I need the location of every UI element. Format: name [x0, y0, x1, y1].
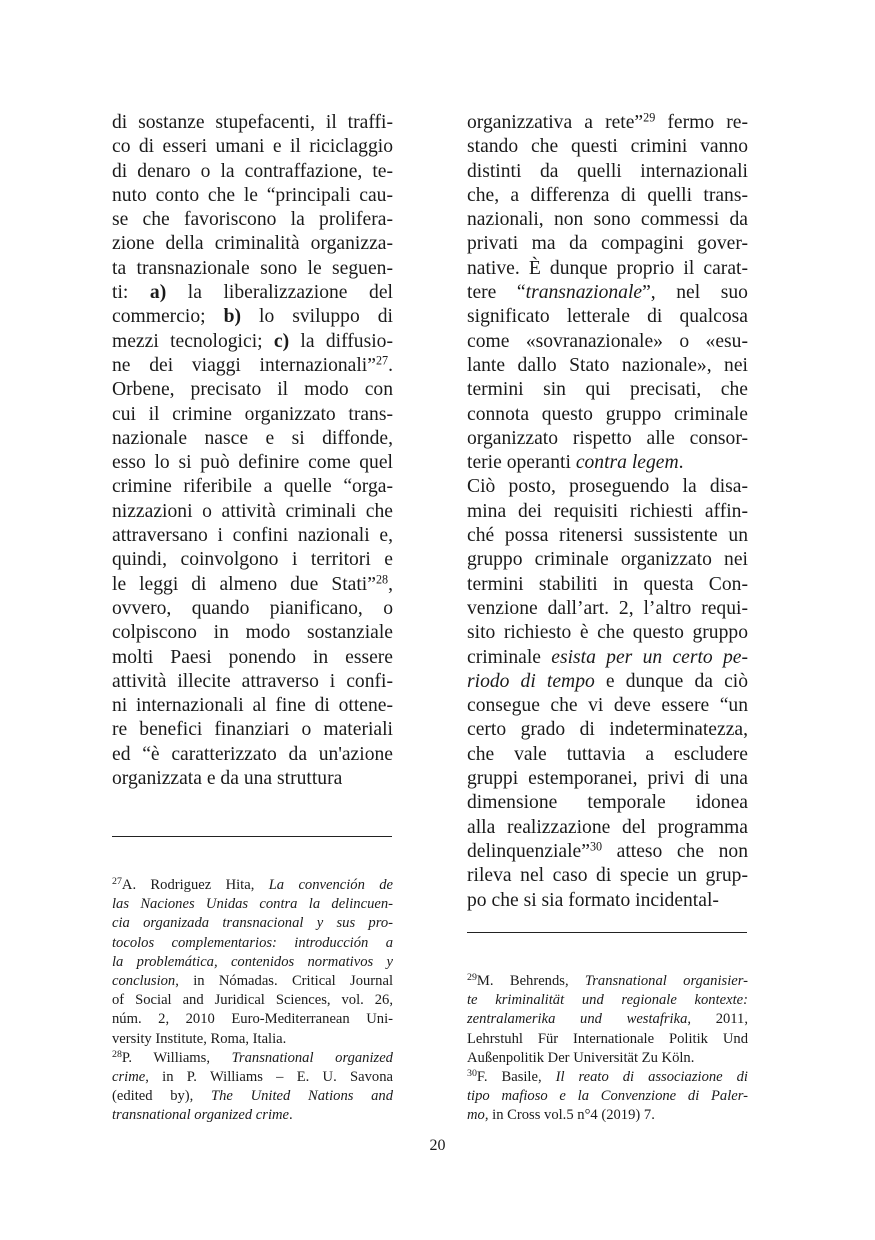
text-line: quindi, coinvolgono i territori e	[112, 549, 393, 571]
text-line: ché possa ritenersi sussistente un	[467, 525, 748, 547]
footnote-line: $^{29}$M. Behrends, Transnational organisier-	[467, 972, 748, 989]
text-line: cui il crimine organizzato trans-	[112, 403, 393, 425]
footnote-line: las Naciones Unidas contra la delincuen-	[112, 896, 393, 913]
text-line: alla realizzazione del programma	[467, 816, 748, 838]
text-line: ovvero, quando pianificano, o	[112, 597, 393, 619]
text-line: dimensione temporale idonea	[467, 792, 748, 814]
text-line: native. È dunque proprio il carat-	[467, 257, 748, 279]
text-line: attraversano i confini nazionali e,	[112, 525, 393, 547]
text-line: Orbene, precisato il modo con	[112, 379, 393, 401]
text-line: lante dallo Stato nazionale», nei	[467, 354, 748, 376]
text-line: re benefici finanziari o materiali	[112, 719, 393, 741]
footnote-line: $^{30}$F. Basile, Il reato di associazione di	[467, 1067, 748, 1085]
footnote-line: transnational organized crime.	[112, 1107, 293, 1124]
footnote-line: conclusion, in Nómadas. Critical Journal	[112, 972, 393, 989]
text-line: co di esseri umani e il riciclaggio	[112, 136, 393, 158]
text-line: che, a differenza di quelli trans-	[467, 184, 748, 206]
footnote-line: tocolos complementarios: introducción a	[112, 934, 393, 951]
text-line: riodo di tempo e dunque da ciò	[467, 670, 749, 692]
text-line: nuto conto che le “principali cau-	[112, 184, 393, 206]
text-line: mina dei requisiti richiesti affin-	[467, 500, 748, 522]
text-line: crimine riferibile a quelle “orga-	[112, 476, 393, 498]
text-line: ni internazionali al fine di ottene-	[112, 695, 393, 717]
text-line: criminale esista per un certo pe-	[467, 646, 748, 668]
text-line: venzione dall’art. 2, l’altro requi-	[467, 597, 748, 619]
left-column-footnotes	[112, 876, 393, 1125]
text-line: ed “è caratterizzato da un'azione	[112, 743, 393, 765]
text-line: Ciò posto, proseguendo la disa-	[467, 476, 748, 498]
text-line: le leggi di almeno due Stati”$^{28}$,	[112, 571, 393, 595]
text-line: attività illecite attraverso i confi-	[112, 670, 393, 692]
footnote-line: te kriminalität und regionale kontexte:	[467, 992, 748, 1009]
text-line: consegue che vi deve essere “un	[467, 695, 748, 717]
text-line: delinquenziale”$^{30}$ atteso che non	[467, 839, 748, 862]
footnote-line: núm. 2, 2010 Euro-Mediterranean Uni-	[112, 1011, 393, 1028]
footnote-line: crime, in P. Williams – E. U. Savona	[112, 1068, 393, 1085]
text-line: certo grado di indeterminatezza,	[467, 719, 748, 741]
text-line: nazionali, non sono commessi da	[467, 209, 748, 231]
text-line: organizzata e da una struttura	[112, 768, 343, 790]
text-line: sito richiesto è che questo gruppo	[467, 622, 748, 644]
footnote-ref: 30	[467, 1067, 477, 1079]
text-line: organizzato rispetto alle consor-	[467, 427, 748, 449]
text-line: nazionale nasce e si diffonde,	[112, 427, 393, 449]
text-line: di denaro o la contraffazione, te-	[112, 160, 393, 182]
footnote-line: zentralamerika und westafrika, 2011,	[467, 1011, 748, 1028]
footnote-line: of Social and Juridical Sciences, vol. 26,	[112, 992, 393, 1009]
text-line: organizzativa a rete”$^{29}$ fermo re-	[467, 110, 748, 133]
text-line: zione della criminalità organizza-	[112, 233, 393, 255]
text-line: gruppi estemporanei, privi di una	[467, 768, 748, 790]
footnote-ref: 28	[112, 1048, 122, 1060]
text-line: gruppo criminale organizzato nei	[467, 549, 748, 571]
text-line: po che si sia formato incidental-	[467, 889, 719, 911]
footnote-line: Außenpolitik Der Universität Zu Köln.	[467, 1049, 695, 1066]
text-line: che vale tuttavia a escludere	[467, 743, 748, 765]
text-line: mezzi tecnologici; c) la diffusio-	[112, 330, 393, 352]
text-line: termini sin qui precisati, che	[467, 379, 748, 401]
text-line: di sostanze stupefacenti, il traffi-	[112, 112, 393, 133]
footnote-line: $^{27}$A. Rodriguez Hita, La convención de	[112, 876, 394, 893]
footnote-ref: 27	[112, 876, 122, 888]
text-line: termini stabiliti in questa Con-	[467, 573, 748, 595]
text-line: come «sovranazionale» o «esu-	[467, 330, 748, 352]
footnote-ref: 28	[375, 571, 389, 586]
footnote-separator-right	[467, 932, 747, 933]
footnote-line: tipo mafioso e la Convenzione di Paler-	[467, 1088, 748, 1105]
text-line: connota questo gruppo criminale	[467, 403, 748, 425]
footnote-separator-left	[112, 836, 392, 837]
footnote-ref: 29	[467, 972, 477, 984]
text-line: colpiscono in modo sostanziale	[112, 622, 393, 644]
text-line: privati ma da compagini gover-	[467, 233, 748, 255]
text-line: significato letterale di qualcosa	[467, 306, 748, 328]
footnote-line: $^{28}$P. Williams, Transnational organized	[112, 1048, 393, 1066]
footnote-line: (edited by), The United Nations and	[112, 1088, 394, 1105]
right-column-body	[467, 111, 748, 913]
text-line: tere “transnazionale”, nel suo	[467, 282, 748, 304]
footnote-line: la problemática, contenidos normativos y	[112, 953, 393, 970]
text-line: ta transnazionale sono le seguen-	[112, 257, 393, 279]
text-line: se che favoriscono la prolifera-	[112, 209, 393, 231]
footnote-ref: 29	[643, 110, 656, 125]
text-line: esso lo si può definire come quel	[112, 452, 393, 474]
text-line: terie operanti contra legem.	[467, 452, 684, 474]
text-line: distinti da quelli internazionali	[467, 160, 748, 182]
footnote-ref: 30	[589, 839, 603, 854]
page-number: 20	[429, 1137, 446, 1154]
right-column-footnotes	[467, 972, 748, 1126]
text-line: rileva nel caso di specie un grup-	[467, 865, 748, 887]
text-line: stando che questi crimini vanno	[467, 136, 748, 158]
text-line: ne dei viaggi internazionali”$^{27}$.	[112, 353, 393, 376]
left-column-body	[112, 111, 393, 791]
footnote-line: versity Institute, Roma, Italia.	[112, 1030, 287, 1047]
text-line: nizzazioni o attività criminali che	[112, 500, 393, 522]
text-line: ti: a) la liberalizzazione del	[112, 282, 393, 304]
text-line: molti Paesi ponendo in essere	[112, 646, 393, 668]
footnote-line: cia organizada transnacional y sus pro-	[112, 915, 393, 932]
footnote-line: Lehrstuhl Für Internationale Politik Und	[467, 1030, 748, 1047]
footnote-ref: 27	[375, 353, 389, 368]
footnote-line: mo, in Cross vol.5 n°4 (2019) 7.	[467, 1107, 655, 1124]
text-line: commercio; b) lo sviluppo di	[112, 306, 393, 328]
